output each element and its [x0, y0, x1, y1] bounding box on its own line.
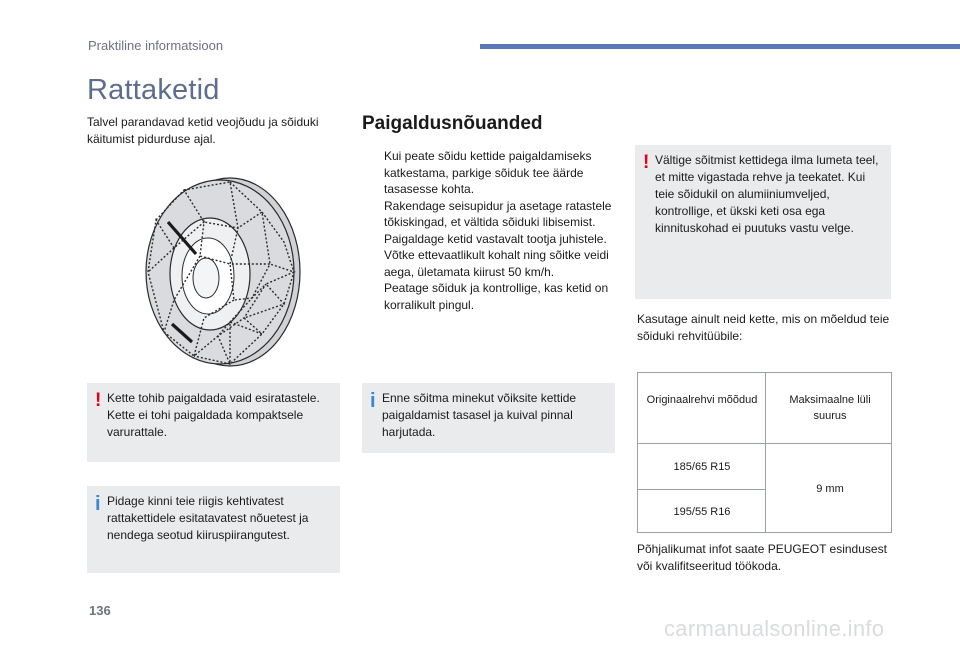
table-header-divider — [638, 443, 891, 444]
page-number: 136 — [89, 603, 111, 618]
intro-text: Talvel parandavad ketid veojõudu ja sõiduki käitumist pidurduse ajal. — [87, 115, 319, 146]
warning-exclamation-icon: ! — [95, 390, 102, 411]
list-item — [362, 198, 617, 231]
table-cell-link-size: 9 mm — [816, 483, 844, 495]
list-item-text: Võtke ettevaatlikult kohalt ning sõitke veidi aega, ületamata kiirust 50 km/h. — [384, 248, 609, 279]
list-item-text: Rakendage seisupidur ja asetage ratastele tõkiskingad, et vältida sõiduki libisemist. — [384, 198, 612, 229]
table-header-link-size: Maksimaalne lüli suurus — [789, 394, 871, 422]
header-accent-bar — [480, 44, 960, 49]
snow-chain-wheel-illustration — [134, 172, 304, 372]
chain-size-table — [637, 372, 892, 533]
info-text: Enne sõitma minekut võiksite kettide paigaldamist tasasel ja kuival pinnal harjutada. — [382, 391, 577, 439]
table-cell-tyre: 185/65 R15 — [673, 461, 731, 473]
list-item — [362, 247, 617, 280]
table-header-tyre-size: Originaalrehvi mõõdud — [646, 394, 758, 406]
section-heading: Paigaldusnõuanded — [362, 113, 543, 134]
table-row-divider — [638, 489, 765, 490]
info-icon: i — [370, 390, 376, 412]
list-item — [362, 148, 617, 198]
list-item — [362, 231, 617, 248]
installation-steps-list — [362, 148, 617, 313]
table-column-divider — [765, 373, 766, 532]
list-item-text: Kui peate sõidu kettide paigaldamiseks katkestama, parkige sõiduk tee äärde tasasesse kohta. — [384, 149, 592, 196]
watermark: carmanualsonline.info — [664, 616, 885, 641]
info-text: Pidage kinni teie riigis kehtivatest rattakettidele esitatavatest nõuetest ja nendega seotud kiiruspiirangutest. — [107, 494, 309, 542]
list-item — [362, 280, 617, 313]
warning-text: Vältige sõitmist kettidega ilma lumeta teel, et mitte vigastada rehve ja teekatet. Kui teie sõidukil on alumiiniumveljed, kontrollige, et ükski keti osa ega kinnituskohad ei puutuks vastu velge. — [655, 153, 879, 235]
table-cell-tyre: 195/55 R16 — [673, 506, 731, 518]
running-header: Praktiline informatsioon — [88, 38, 224, 53]
warning-text: Kette tohib paigaldada vaid esiratastele. Kette ei tohi paigaldada kompaktsele varurattale. — [107, 391, 320, 439]
info-box-regulations — [87, 486, 340, 573]
list-item-text: Paigaldage ketid vastavalt tootja juhistele. — [384, 231, 607, 246]
warning-box-road-surface — [635, 145, 891, 299]
info-box-practice — [362, 383, 615, 453]
warning-exclamation-icon: ! — [643, 152, 650, 173]
usage-note: Kasutage ainult neid kette, mis on mõeldud teie sõiduki rehvitüübile: — [637, 312, 890, 343]
contact-note: Põhjalikumat infot saate PEUGEOT esindusest või kvalifitseeritud töökoda. — [637, 542, 887, 573]
list-item-text: Peatage sõiduk ja kontrollige, kas ketid on korralikult pingul. — [384, 281, 609, 312]
page-title: Rattaketid — [87, 74, 220, 106]
warning-box-compact-spare — [87, 383, 340, 462]
info-icon: i — [95, 493, 101, 515]
